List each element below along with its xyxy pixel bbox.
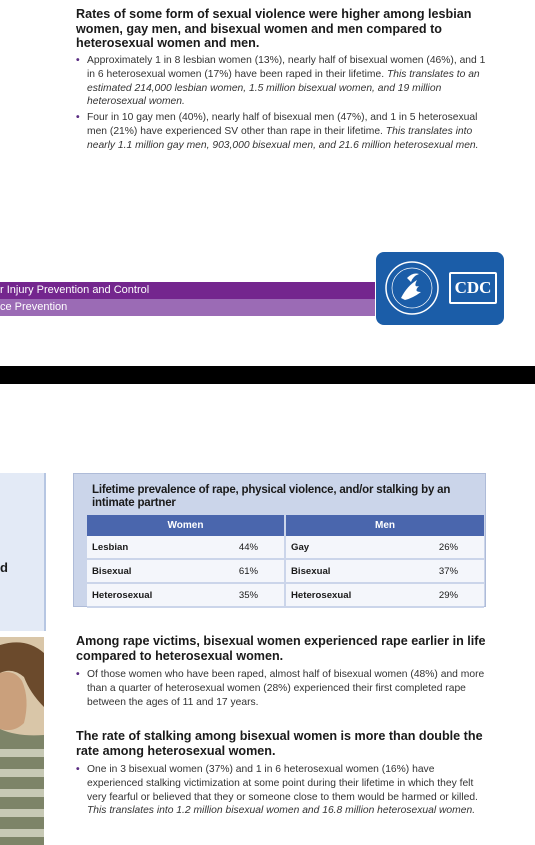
rape-age-heading: Among rape victims, bisexual women experienced rape earlier in life compared to heterosexual women. [76,634,486,663]
list-item [76,763,491,818]
sexual-violence-heading: Rates of some form of sexual violence were higher among lesbian women, gay men, and bisexual women and men compared to heterosexual women and men. [76,7,472,50]
table-title: Lifetime prevalence of rape, physical violence, and/or stalking by an intimate partner [92,484,451,509]
men-group-cell: Gay [285,536,413,559]
side-panel [0,473,46,631]
stalking-list [76,763,491,818]
list-item-text: Of those women who have been raped, almost half of bisexual women (48%) and more than a quarter of heterosexual women (28%) experienced their first completed rape between the ages of 11 and 17 years. [87,669,485,708]
men-column-header: Men [285,515,484,536]
bullet-icon: • [76,112,80,124]
list-item-italic: This translates into 1.2 million bisexual women and 16.8 million heterosexual women. [87,805,476,817]
list-item-text: One in 3 bisexual women (37%) and 1 in 6 heterosexual women (16%) have experienced stalking victimization at some point during their lifetime in which they felt very fearful or believed that they or someone close to them would be harmed or killed. [87,764,478,803]
women-value-cell: 44% [213,536,285,559]
women-value-cell: 35% [213,583,285,607]
sexual-violence-list [76,54,496,155]
list-item-italic: This translates to an estimated 214,000 lesbian women, 1.5 million bisexual women, and 19 million heterosexual women. [87,68,480,108]
rape-age-list [76,668,491,709]
table-header-row [87,515,484,536]
bottom-page [0,384,535,845]
stalking-heading: The rate of stalking among bisexual women is more than double the rate among heterosexual women. [76,729,483,758]
men-value-cell: 37% [413,559,484,583]
men-value-cell: 29% [413,583,484,607]
side-panel-text: d [0,560,8,575]
table-row [87,559,484,583]
women-value-cell: 61% [213,559,285,583]
footer-bar-violence-prevention: ce Prevention [0,299,375,316]
top-page [0,0,535,366]
bullet-icon: • [76,669,80,680]
women-group-cell: Lesbian [87,536,213,559]
bullet-icon: • [76,55,80,66]
hhs-seal-icon [383,256,441,320]
women-group-cell: Heterosexual [87,583,213,607]
table-row [87,583,484,607]
list-item [76,668,491,709]
person-photo [0,637,44,845]
women-column-header: Women [87,515,285,536]
men-group-cell: Bisexual [285,559,413,583]
table-row [87,536,484,559]
list-item-italic: This translates into nearly 1.1 million gay men, 903,000 bisexual men, and 21.6 million heterosexual men. [87,125,479,151]
footer-bar-injury-center: r Injury Prevention and Control [0,282,375,299]
bullet-icon: • [76,764,80,775]
page-divider [0,366,535,384]
prevalence-table [87,515,484,608]
list-item [76,54,496,109]
list-item-text: Four in 10 gay men (40%), nearly half of bisexual men (47%), and 1 in 5 heterosexual men (21%) have experienced SV other than rape in their lifetime. [87,112,478,137]
list-item [76,111,496,152]
cdc-logo: CDC [449,272,497,304]
prevalence-table-box [73,473,486,607]
men-value-cell: 26% [413,536,484,559]
women-group-cell: Bisexual [87,559,213,583]
list-item-text: Approximately 1 in 8 lesbian women (13%), nearly half of bisexual women (46%), and 1 in 6 heterosexual women (17%) have been raped in their lifetime. [87,55,486,80]
men-group-cell: Heterosexual [285,583,413,607]
